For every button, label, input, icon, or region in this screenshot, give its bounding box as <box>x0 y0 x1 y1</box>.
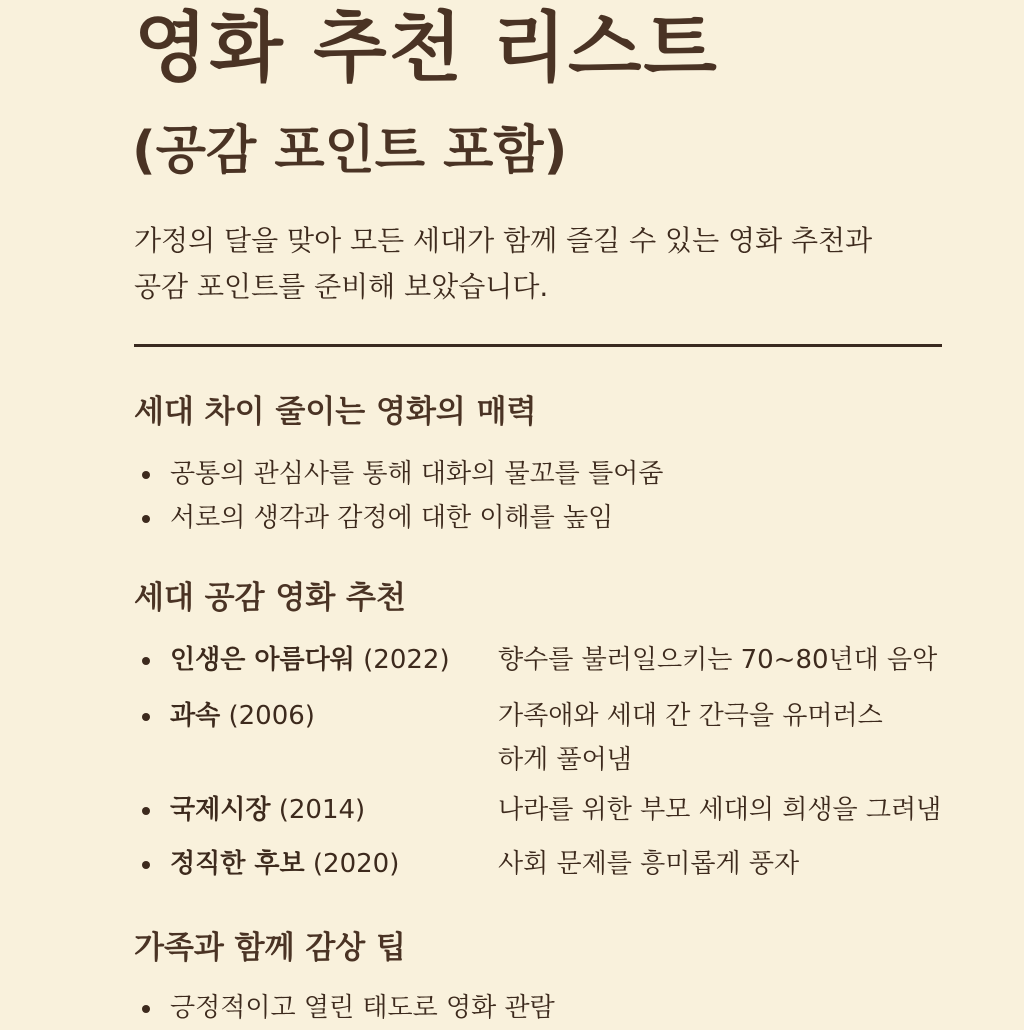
movie-year: (2022) <box>363 645 450 675</box>
list-item <box>140 986 555 1030</box>
movie-description-line: 나라를 위한 부모 세대의 희생을 그려냄 <box>498 795 942 825</box>
movie-description <box>498 638 937 682</box>
intro-paragraph <box>134 218 954 310</box>
movie-description-line: 사회 문제를 흥미롭게 풍자 <box>498 849 800 879</box>
page-subtitle: (공감 포인트 포함) <box>132 121 568 181</box>
section-heading-appeal: 세대 차이 줄이는 영화의 매력 <box>134 394 537 430</box>
movie-year: (2014) <box>278 795 366 825</box>
bullet-icon <box>142 471 150 479</box>
appeal-list <box>140 452 663 540</box>
movie-description-line: 가족애와 세대 간 간극을 유머러스 <box>498 701 883 731</box>
movie-name <box>140 842 399 886</box>
movie-row <box>140 788 1010 832</box>
tips-list <box>140 986 555 1030</box>
movie-description <box>498 842 799 886</box>
list-item <box>140 496 663 540</box>
movie-year: (2006) <box>228 701 315 731</box>
list-item-text: 긍정적이고 열린 태도로 영화 관람 <box>170 993 555 1023</box>
movie-row <box>140 842 1010 886</box>
bullet-icon <box>142 713 150 721</box>
intro-line-2: 공감 포인트를 준비해 보았습니다. <box>134 270 549 303</box>
page-title: 영화 추천 리스트 <box>134 3 719 92</box>
section-heading-recommend: 세대 공감 영화 추천 <box>134 580 406 616</box>
movie-description-line: 향수를 불러일으키는 70~80년대 음악 <box>498 645 938 675</box>
movie-name <box>140 638 450 682</box>
movie-name <box>140 788 365 832</box>
movie-year: (2020) <box>312 849 400 879</box>
list-item-text: 공통의 관심사를 통해 대화의 물꼬를 틀어줌 <box>170 459 664 489</box>
bullet-icon <box>142 657 150 665</box>
bullet-icon <box>142 1005 150 1013</box>
list-item <box>140 452 663 496</box>
movie-title: 국제시장 <box>170 795 271 825</box>
movie-title: 과속 <box>170 701 221 731</box>
movie-description-line: 하게 풀어냄 <box>498 745 632 775</box>
movie-title: 정직한 후보 <box>170 849 305 879</box>
movie-row <box>140 638 1010 682</box>
intro-line-1: 가정의 달을 맞아 모든 세대가 함께 즐길 수 있는 영화 추천과 <box>134 224 873 257</box>
section-heading-tips: 가족과 함께 감상 팁 <box>134 930 406 966</box>
movie-description <box>498 694 883 782</box>
movie-description <box>498 788 941 832</box>
list-item-text: 서로의 생각과 감정에 대한 이해를 높임 <box>170 503 614 533</box>
movie-name <box>140 694 315 738</box>
bullet-icon <box>142 515 150 523</box>
movie-row <box>140 694 1010 775</box>
bullet-icon <box>142 861 150 869</box>
bullet-icon <box>142 807 150 815</box>
movie-title: 인생은 아름다워 <box>170 645 355 675</box>
divider <box>134 344 942 347</box>
